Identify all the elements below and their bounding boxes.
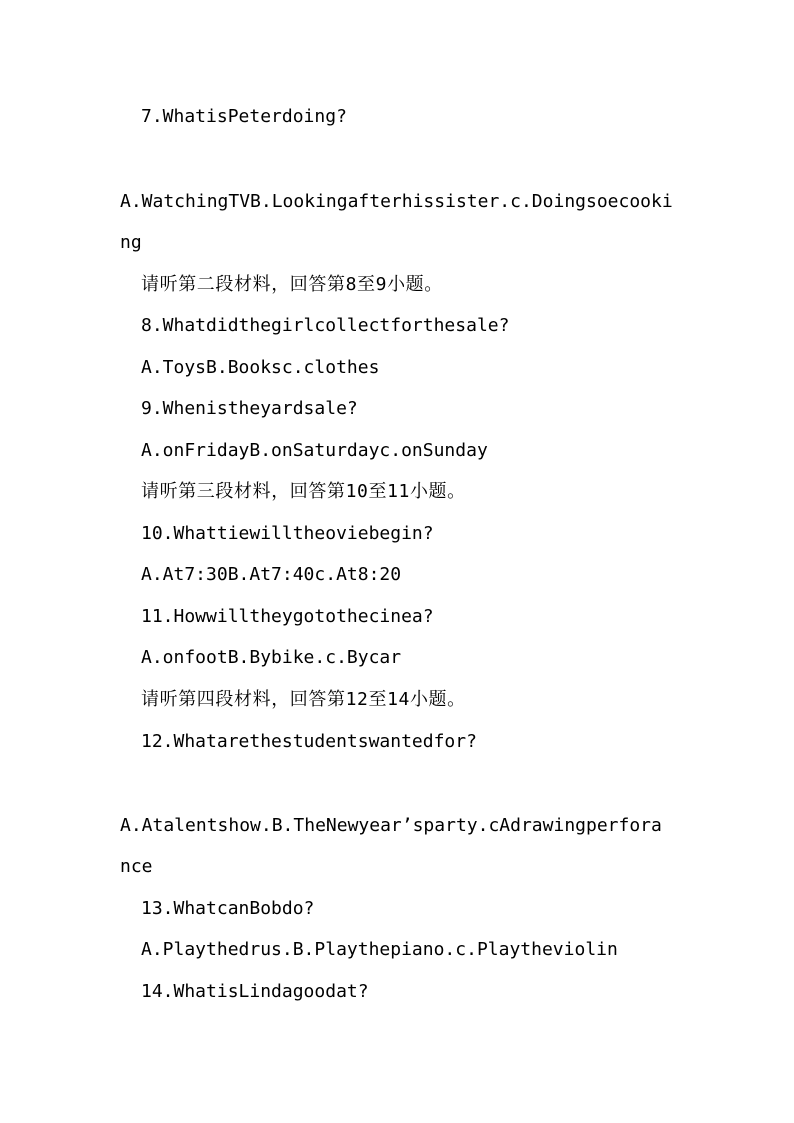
question-8: 8.Whatdidthegirlcollectforthesale? [141, 315, 510, 336]
options-11: A.onfootB.Bybike.c.Bycar [141, 647, 402, 668]
options-9: A.onFridayB.onSaturdayc.onSunday [141, 440, 488, 461]
section-instruction-2: 请听第二段材料，回答第8至9小题。 [141, 274, 443, 295]
question-12: 12.Whatarethestudentswantedfor? [141, 731, 477, 752]
options-13: A.Playthedrus.B.Playthepiano.c.Playtheviolin [141, 939, 618, 960]
question-11: 11.Howwilltheygotothecinea? [141, 606, 434, 627]
options-7-line1: A.WatchingTVB.Lookingafterhissister.c.Doingsoecooki [120, 191, 673, 212]
options-10: A.At7:30B.At7:40c.At8:20 [141, 564, 402, 585]
options-7-line2: ng [120, 232, 142, 253]
question-14: 14.WhatisLindagoodat? [141, 981, 369, 1002]
question-9: 9.Whenistheyardsale? [141, 398, 358, 419]
options-8: A.ToysB.Booksc.clothes [141, 357, 380, 378]
question-13: 13.WhatcanBobdo? [141, 898, 315, 919]
question-10: 10.Whattiewilltheoviebegin? [141, 523, 434, 544]
section-instruction-3: 请听第三段材料，回答第10至11小题。 [141, 481, 466, 502]
options-12-line1: A.Atalentshow.B.TheNewyear’sparty.cAdrawingperfora [120, 815, 662, 836]
question-7: 7.WhatisPeterdoing? [141, 106, 347, 127]
options-12-line2: nce [120, 856, 153, 877]
section-instruction-4: 请听第四段材料，回答第12至14小题。 [141, 689, 466, 710]
